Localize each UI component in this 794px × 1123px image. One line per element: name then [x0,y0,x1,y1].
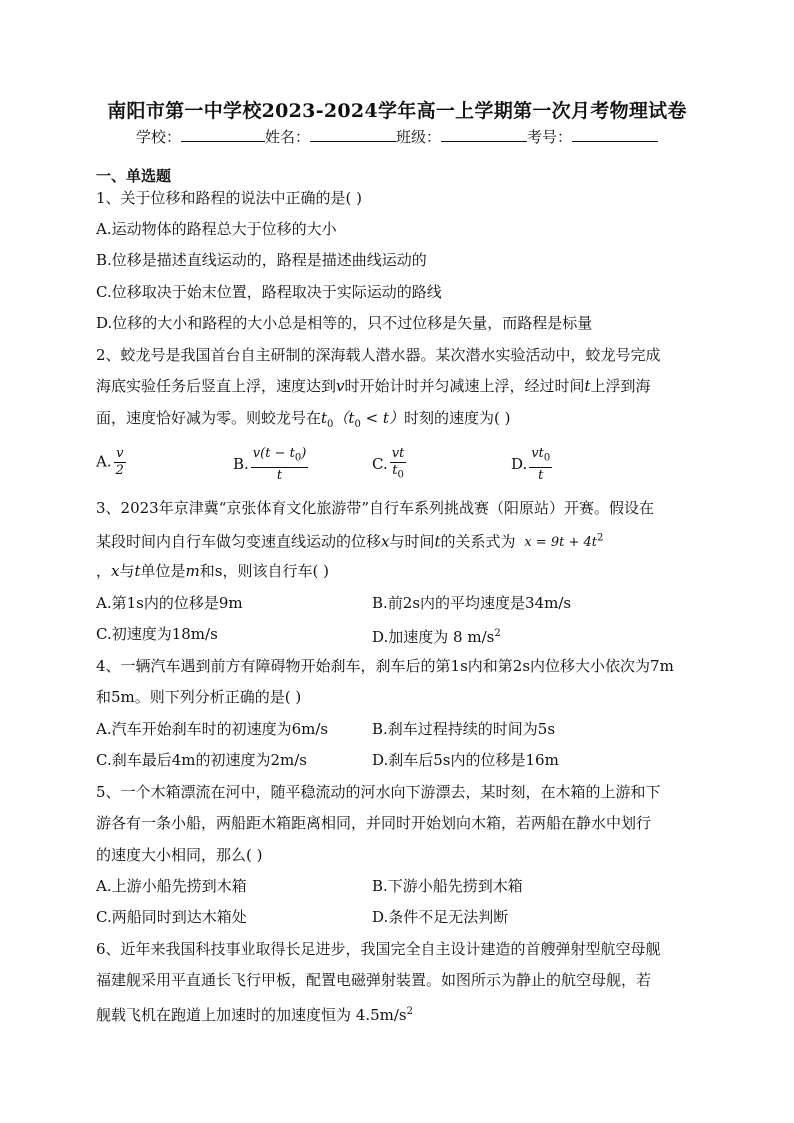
class-blank[interactable] [441,127,527,142]
q3-option-c[interactable]: C.初速度为18m/s [96,625,218,643]
q2-option-c-fraction [390,446,407,484]
q3-formula-exponent: 2 [596,533,604,544]
q2-b-numerator-end: ) [301,446,307,461]
q2-d-numerator [529,446,552,467]
q3-formula [524,535,603,550]
q2-a-denominator: 2 [115,463,124,478]
q3-line-3-var-t: t [134,562,141,580]
q4-option-b[interactable]: B.刹车过程持续的时间为5s [372,720,556,738]
q1-option-a: A.运动物体的路程总大于位移的大小 [96,220,337,238]
q2-line-2 [96,376,651,396]
q2-option-c[interactable] [372,446,406,484]
q3-line-3-text-c: 与 [119,562,135,580]
q2-c-denominator-text: t [392,463,398,478]
q3-line-3-text-g: 和s，则该自行车( ) [199,562,329,580]
exam-no-blank[interactable] [572,127,658,142]
q2-c-denominator [390,462,407,484]
q3-formula-text: x = 9t + 4t [524,535,597,551]
q3-line-2-text-e: 的关系式为 [440,532,516,551]
q2-line-3 [96,408,510,435]
q2-option-a-fraction [114,446,126,479]
q2-line-3-text-b: 时刻的速度为( ) [403,409,511,427]
q4-line-1: 4、一辆汽车遇到前方有障碍物开始刹车，刹车后的第1s内和第2s内位移大小依次为7m [96,657,674,675]
q2-line-2-text-c: 时开始计时并匀减速上浮，经过时间 [344,377,585,395]
q5-option-d[interactable]: D.条件不足无法判断 [372,908,509,926]
q2-c-denominator-sub: 0 [397,469,404,481]
q5-line-2: 游各有一条小船，两船距木箱距离相同，并同时开始划向木箱，若两船在静水中划行 [96,814,652,832]
q2-b-numerator [251,446,308,467]
q3-var-x: x [381,532,390,551]
q5-option-b[interactable]: B.下游小船先捞到木箱 [372,877,523,895]
q4-option-d[interactable]: D.刹车后5s内的位移是16m [372,751,559,769]
q3-option-d[interactable] [372,624,501,647]
q4-option-c[interactable]: C.刹车最后4m的初速度为2m/s [96,751,307,769]
q3-line-1: 3、2023年京津冀“京张体育文化旅游带”自行车系列挑战赛（阳原站）开赛。假设在 [96,499,655,517]
q2-option-a[interactable] [96,446,126,479]
q4-line-2: 和5m。则下列分析正确的是( ) [96,688,302,706]
q2-line-2-text-e: 上浮到海 [590,377,651,395]
name-blank[interactable] [310,127,396,142]
q2-option-b[interactable] [233,446,308,484]
q3-option-b[interactable]: B.前2s内的平均速度是34m/s [372,594,572,612]
q2-line-2-text-a: 海底实验任务后竖直上浮，速度达到 [96,377,337,395]
q2-c-numerator: vt [391,446,405,461]
exam-no-label: 考号： [527,128,573,146]
q2-option-b-fraction [251,446,308,484]
q2-b-numerator-text: v(t − t [252,446,295,461]
section-title: 一、单选题 [96,167,172,185]
school-blank[interactable] [181,127,265,142]
q5-line-3: 的速度大小相同，那么( ) [96,846,263,864]
q2-option-c-label: C. [372,454,388,473]
q6-line-1: 6、近年来我国科技事业取得长足进步，我国完全自主设计建造的首艘弹射型航空母舰 [96,940,661,958]
q2-a-numerator: v [116,446,124,461]
q5-option-a[interactable]: A.上游小船先捞到木箱 [96,877,247,895]
q3-line-3-unit-m: m [185,562,200,580]
q1-option-b: B.位移是描述直线运动的，路程是描述曲线运动的 [96,251,427,269]
q2-d-numerator-sub: 0 [543,452,551,464]
q2-d-numerator-text: vt [531,446,544,461]
q6-line-2: 福建舰采用平直通长飞行甲板，配置电磁弹射装置。如图所示为静止的航空母舰，若 [96,971,652,989]
q3-line-3-text-e: 单位是 [140,562,186,580]
q3-option-a[interactable]: A.第1s内的位移是9m [96,594,243,612]
q6-line-3-text: 舰载飞机在跑道上加速时的加速度恒为 4.5m/s [96,1006,407,1024]
q3-line-2-text-a: 某段时间内自行车做匀变速直线运动的位移 [96,532,382,551]
student-info-line [0,126,794,147]
q2-option-d-label: D. [511,454,528,473]
q3-line-2-text-c: 与时间 [389,532,435,551]
q2-line-3-text-a: 面，速度恰好减为零。则蛟龙号在 [96,409,322,427]
q2-d-denominator: t [529,467,552,484]
q2-var-v: v [336,377,345,395]
q1-option-d: D.位移的大小和路程的大小总是相等的，只不过位移是矢量，而路程是标量 [96,314,593,332]
q3-option-d-text: D.加速度为 8 m/s [372,628,495,646]
q6-line-3 [96,1002,413,1025]
q2-option-b-label: B. [233,454,249,473]
q2-b-denominator: t [251,467,308,484]
q3-line-3-var-x: x [111,562,120,580]
class-label: 班级： [396,128,442,146]
q3-option-d-exponent: 2 [494,628,501,639]
q1-option-c: C.位移取决于始末位置，路程取决于实际运动的路线 [96,283,442,301]
exam-title: 南阳市第一中学校2023-2024学年高一上学期第一次月考物理试卷 [107,100,687,122]
q2-b-numerator-sub: 0 [294,452,302,464]
name-label: 姓名： [264,128,310,146]
q1-stem: 1、关于位移和路程的说法中正确的是( ) [96,189,363,207]
q3-line-3-text-a: ， [96,562,112,580]
q3-line-3 [96,561,329,581]
q2-option-a-label: A. [96,452,112,471]
q6-line-3-exponent: 2 [406,1006,413,1017]
q3-var-t: t [434,532,441,551]
school-label: 学校： [135,128,181,146]
q2-option-d[interactable] [511,446,552,484]
q2-time-expression: $t_0(t_0 < t)$ [321,409,404,430]
q2-option-d-fraction [529,446,552,484]
q5-option-c[interactable]: C.两船同时到达木箱处 [96,908,247,926]
q3-line-2 [96,529,603,553]
q2-var-t: t [584,377,591,395]
q2-line-1: 2、蛟龙号是我国首台自主研制的深海载人潜水器。某次潜水实验活动中，蛟龙号完成 [96,346,661,364]
q5-line-1: 5、一个木箱漂流在河中，随平稳流动的河水向下游漂去，某时刻，在木箱的上游和下 [96,783,661,801]
q4-option-a[interactable]: A.汽车开始刹车时的初速度为6m/s [96,720,329,738]
